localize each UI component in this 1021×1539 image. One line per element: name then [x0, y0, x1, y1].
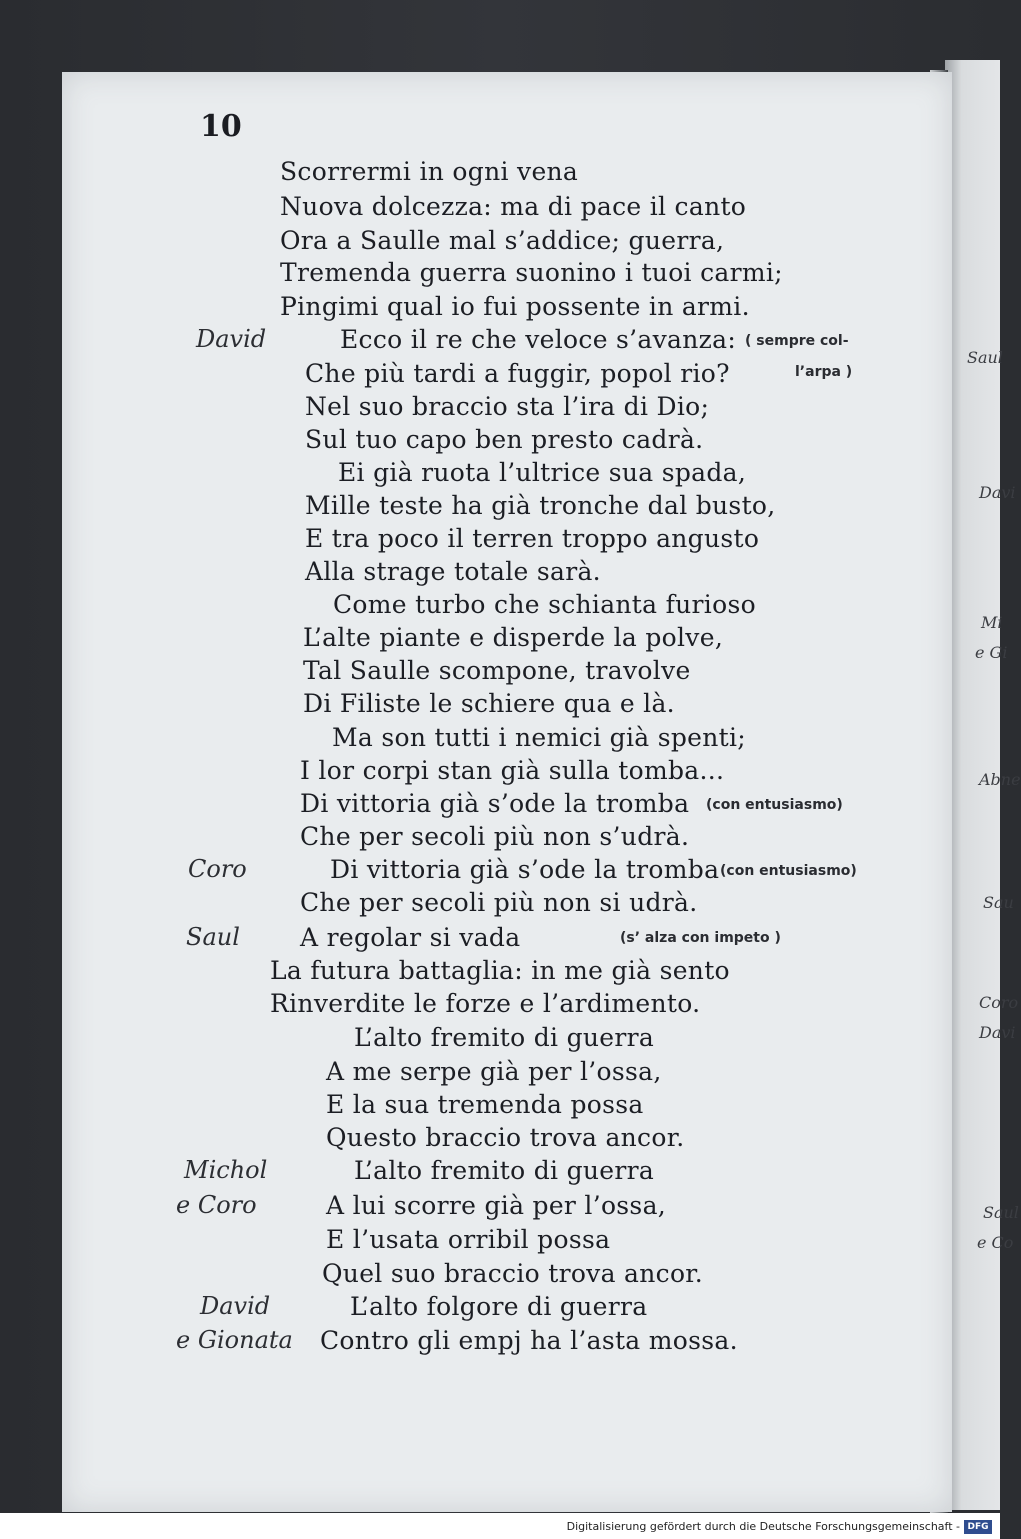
verse-line: Scorrermi in ogni vena — [280, 157, 579, 186]
next-page-fragment: e Gi — [975, 643, 1008, 662]
verse-line: Rinverdite le forze e l’ardimento. — [270, 989, 701, 1018]
next-page-fragment: Saul — [983, 1203, 1019, 1222]
next-page-fragment: Saul — [967, 348, 1003, 367]
verse-line: Come turbo che schianta furioso — [333, 590, 756, 619]
verse-line: Ecco il re che veloce s’avanza: — [340, 325, 737, 354]
verse-line: L’alto fremito di guerra — [354, 1023, 655, 1052]
page-number: 10 — [200, 109, 242, 144]
digitization-footer — [0, 1513, 1000, 1539]
verse-line: Mille teste ha già tronche dal busto, — [305, 491, 776, 520]
verse-line: L’alto folgore di guerra — [350, 1292, 648, 1321]
speaker-name: Michol — [184, 1156, 268, 1184]
verse-line: Alla strage totale sarà. — [305, 557, 601, 586]
speaker-name: David — [200, 1292, 271, 1320]
next-page-fragment: Davi — [979, 1023, 1016, 1042]
verse-line: Sul tuo capo ben presto cadrà. — [305, 425, 704, 454]
stage-direction: (s’ alza con impeto ) — [620, 930, 781, 946]
next-page-fragment: Sau — [983, 893, 1014, 912]
verse-line: Tal Saulle scompone, travolve — [303, 656, 691, 685]
next-page-fragment: e Co — [977, 1233, 1014, 1252]
next-page-fragment: Mi — [981, 613, 1003, 632]
verse-line: Di Filiste le schiere qua e là. — [303, 689, 675, 718]
verse-line: E la sua tremenda possa — [326, 1090, 644, 1119]
verse-line: A lui scorre già per l’ossa, — [326, 1191, 667, 1220]
verse-line: Tremenda guerra suonino i tuoi carmi; — [280, 258, 783, 287]
next-page-fragment: Davi — [979, 483, 1016, 502]
verse-line: Nel suo braccio sta l’ira di Dio; — [305, 392, 710, 421]
next-page-fragment: Abne — [979, 770, 1021, 789]
speaker-name: e Gionata — [176, 1326, 293, 1354]
stage-direction: (con entusiasmo) — [720, 863, 857, 879]
verse-line: Di vittoria già s’ode la tromba — [300, 789, 690, 818]
verse-line: Che più tardi a fuggir, popol rio? — [305, 359, 730, 388]
verse-line: A me serpe già per l’ossa, — [326, 1057, 662, 1086]
verse-line: Pingimi qual io fui possente in armi. — [280, 292, 750, 321]
stage-direction: (con entusiasmo) — [706, 797, 843, 813]
verse-line: Ora a Saulle mal s’addice; guerra, — [280, 226, 725, 255]
verse-line: Questo braccio trova ancor. — [326, 1123, 685, 1152]
speaker-name: Coro — [188, 855, 247, 883]
verse-line: Che per secoli più non s’udrà. — [300, 822, 690, 851]
next-page-fragment: Coro — [979, 993, 1019, 1012]
verse-line: Nuova dolcezza: ma di pace il canto — [280, 192, 747, 221]
verse-line: Quel suo braccio trova ancor. — [322, 1259, 704, 1288]
verse-line: A regolar si vada — [300, 923, 521, 952]
verse-line: I lor corpi stan già sulla tomba... — [300, 756, 725, 785]
verse-line: Ma son tutti i nemici già spenti; — [332, 723, 746, 752]
stage-direction: l’arpa ) — [795, 364, 853, 380]
footer-credit: Digitalisierung gefördert durch die Deutsche Forschungsgemeinschaft - — [566, 1520, 960, 1533]
stage-direction: ( sempre col- — [745, 333, 849, 349]
verse-line: La futura battaglia: in me già sento — [270, 956, 730, 985]
verse-line: Che per secoli più non si udrà. — [300, 888, 698, 917]
speaker-name: Saul — [186, 923, 240, 951]
speaker-name: e Coro — [176, 1191, 257, 1219]
verse-line: Ei già ruota l’ultrice sua spada, — [338, 458, 747, 487]
speaker-name: David — [196, 325, 267, 353]
verse-line: E tra poco il terren troppo angusto — [305, 524, 760, 553]
verse-line: L’alte piante e disperde la polve, — [303, 623, 724, 652]
verse-line: Contro gli empj ha l’asta mossa. — [320, 1326, 738, 1355]
verse-line: E l’usata orribil possa — [326, 1225, 611, 1254]
next-page-edge — [945, 60, 1021, 1510]
dfg-logo: DFG — [964, 1520, 992, 1534]
verse-line: L’alto fremito di guerra — [354, 1156, 655, 1185]
verse-line: Di vittoria già s’ode la tromba — [330, 855, 720, 884]
